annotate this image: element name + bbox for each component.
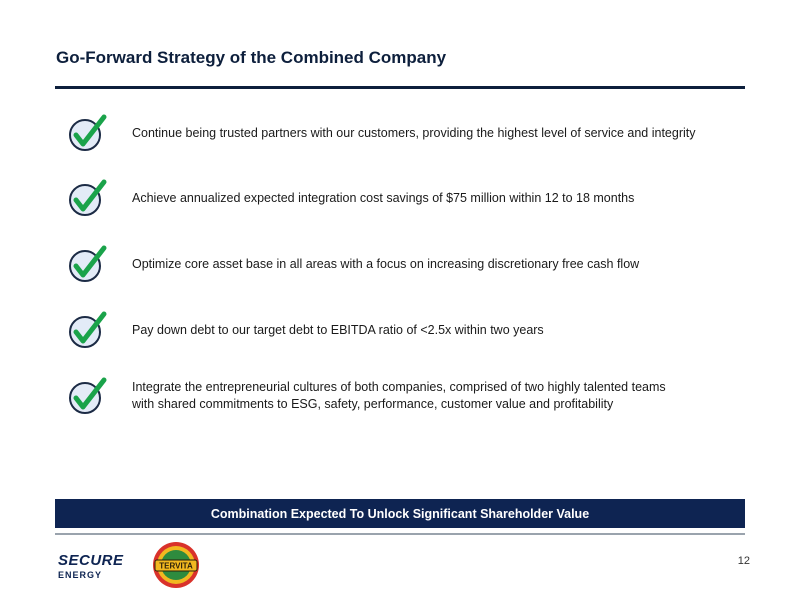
summary-banner: Combination Expected To Unlock Significant Shareholder Value xyxy=(55,499,745,528)
title-divider xyxy=(55,86,745,89)
checkmark-icon xyxy=(68,178,108,218)
page-number: 12 xyxy=(737,555,750,567)
footer-divider xyxy=(55,533,745,535)
tervita-logo-text: TERVITA xyxy=(159,561,193,571)
list-item-line-2: with shared commitments to ESG, safety, performance, customer value and profitability xyxy=(132,397,614,411)
list-item-text: Achieve annualized expected integration cost savings of $75 million within 12 to 18 months xyxy=(132,190,635,205)
list-item xyxy=(68,376,758,416)
list-item xyxy=(68,244,758,284)
checkmark-icon xyxy=(68,376,108,416)
checkmark-icon xyxy=(68,113,108,153)
tervita-logo xyxy=(152,541,200,589)
list-item-text: Pay down debt to our target debt to EBITDA ratio of <2.5x within two years xyxy=(132,322,544,337)
checkmark-icon xyxy=(68,244,108,284)
list-item-text xyxy=(132,379,666,413)
secure-logo-word: SECURE xyxy=(58,552,124,569)
list-item xyxy=(68,178,758,218)
secure-energy-logo xyxy=(58,553,138,585)
page-title: Go-Forward Strategy of the Combined Company xyxy=(56,48,447,67)
energy-logo-word: ENERGY xyxy=(58,570,103,580)
list-item-text: Continue being trusted partners with our customers, providing the highest level of service and integrity xyxy=(132,125,696,140)
list-item xyxy=(68,113,758,153)
checkmark-icon xyxy=(68,310,108,350)
list-item-text: Optimize core asset base in all areas with a focus on increasing discretionary free cash flow xyxy=(132,256,640,271)
list-item xyxy=(68,310,758,350)
list-item-line-1: Integrate the entrepreneurial cultures of both companies, comprised of two highly talented teams xyxy=(132,380,666,394)
